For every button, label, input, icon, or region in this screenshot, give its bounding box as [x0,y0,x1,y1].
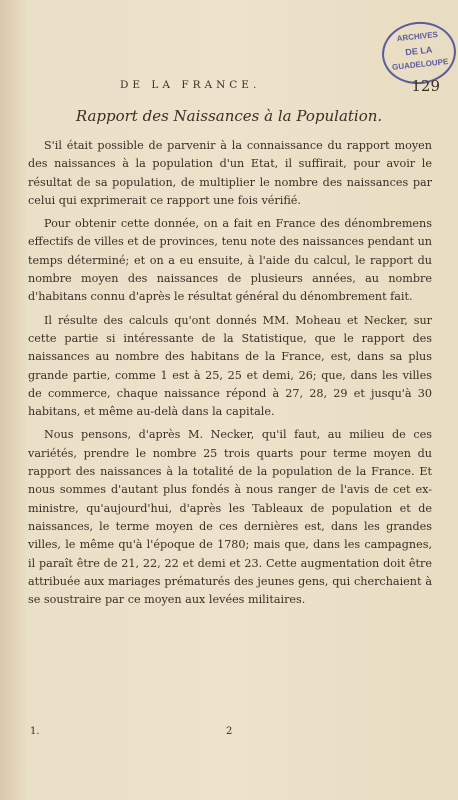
section-title: Rapport des Naissances à la Population. [75,107,383,125]
paragraph-1: S'il était possible de parvenir à la connaissance du rapport moyen des naissances à la population d'un Etat, il suffirait, pour avoir le résultat de sa population, de multiplier le nombre des naissances par celui qui exprimerait ce rapport une fois vérifié. [28,139,432,207]
running-head: DE LA FRANCE. [120,79,261,91]
paragraph-2: Pour obtenir cette donnée, on a fait en France des dénombremens effectifs de villes et de provinces, tenu note des naissances pendant un temps déterminé; et on a eu ensuite, à l'aide du calcul, le rapport du nombre moyen des naissances de plusieurs années, au nombre d'habitans connu d'après le résultat général du dénombrement fait. [28,217,432,304]
body-text [28,137,432,614]
paragraph-4: Nous pensons, d'après M. Necker, qu'il faut, au milieu de ces variétés, prendre le nombre 25 trois quarts pour terme moyen du rapport des naissances à la totalité de la population de la France. Et nous sommes d'autant plus fondés à nous ranger de l'avis de cet ex-ministre, qu'aujourd'hui, d'après les Tableaux de population et de naissances, le terme moyen de ces dernières est, dans les grandes villes, le même qu'à l'époque de 1780; mais que, dans les campagnes, il paraît être de 21, 22, 22 et demi et 23. Cette augmentation doit être attribuée aux mariages prématurés des jeunes gens, qui cherchaient à se soustraire par ce moyen aux levées militaires. [28,428,432,607]
stamp-line-1: ARCHIVES [396,29,439,44]
paragraph-3: Il résulte des calculs qu'ont donnés MM. Moheau et Necker, sur cette partie si intéressante de la Statistique, que le rapport des naissances au nombre des habitans de la France, est, dans sa plus grande partie, comme 1 est à 25, 25 et demi, 26; que, dans les villes de commerce, chaque naissance répond à 27, 28, 29 et jusqu'à 30 habitans, et même au-delà dans la capitale. [28,313,432,419]
signature-mark-center: 2 [226,726,233,737]
page-number: 129 [411,77,440,95]
stamp-line-3: GUADELOUPE [391,57,449,72]
page-header [120,77,440,97]
stamp-line-2: DE LA [404,44,433,58]
signature-mark-left: 1. [30,726,40,737]
